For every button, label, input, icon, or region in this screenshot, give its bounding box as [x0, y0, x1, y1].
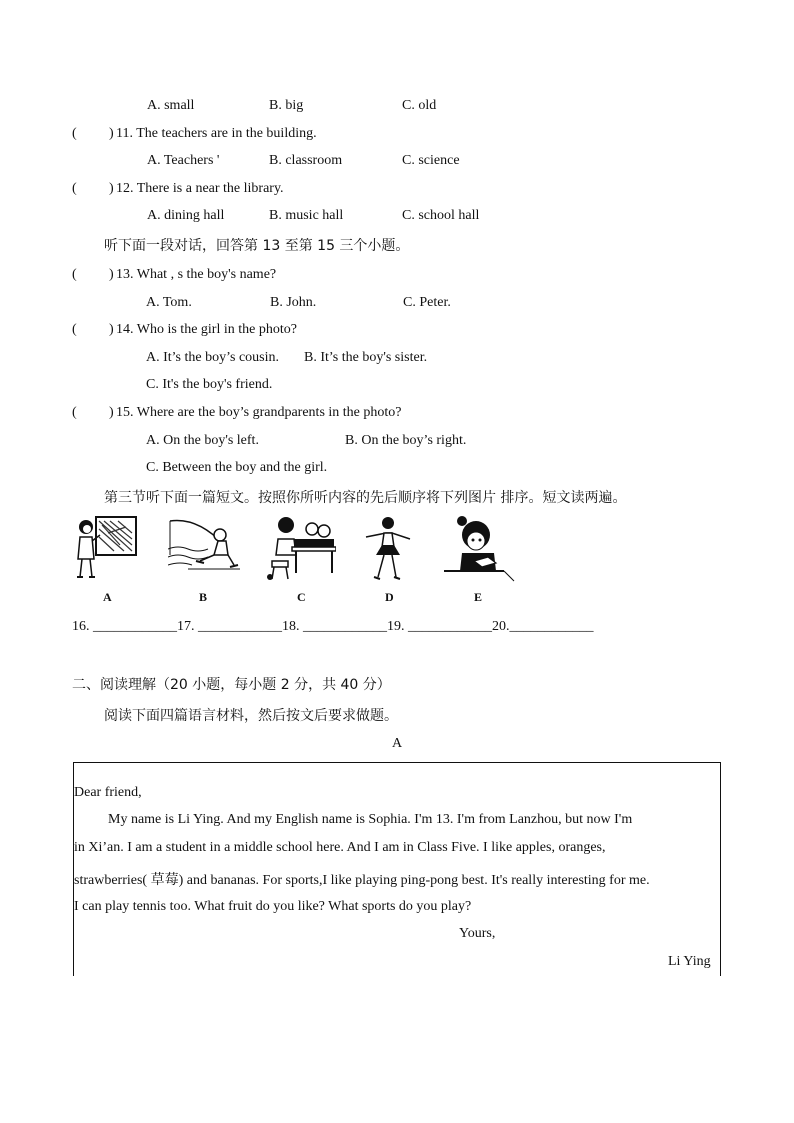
q15-stem: 15. Where are the boy’s grandparents in the photo? — [116, 405, 402, 420]
q13-option-a: A. Tom. — [146, 295, 192, 310]
q11-paren-close: ) — [109, 126, 114, 141]
letter-line-4: I can play tennis too. What fruit do you like? What sports do you play? — [74, 899, 472, 914]
q14-option-c: C. It's the boy's friend. — [146, 377, 273, 392]
q15-option-c: C. Between the boy and the girl. — [146, 460, 328, 475]
part2-instruction: 阅读下面四篇语言材料，然后按文后要求做题。 — [104, 708, 398, 724]
q14-stem: 14. Who is the girl in the photo? — [116, 322, 297, 337]
q13-paren-close: ) — [109, 267, 114, 282]
q13-option-b: B. John. — [270, 295, 317, 310]
picture-a-teacher-board — [74, 515, 140, 585]
q12-option-b: B. music hall — [269, 208, 344, 223]
letter-closing: Yours, — [459, 926, 496, 941]
q11-stem: 11. The teachers are in the building. — [116, 126, 317, 141]
q14-option-a: A. It’s the boy’s cousin. — [146, 350, 279, 365]
q13-paren-open: ( — [72, 267, 77, 282]
picture-e-label: E — [474, 590, 483, 604]
q14-paren-close: ) — [109, 322, 114, 337]
part2-title: 二、阅读理解（20 小题，每小题 2 分，共 40 分） — [72, 677, 391, 693]
picture-d-dancing-girl — [362, 515, 414, 585]
picture-b-fishing — [168, 515, 240, 575]
q10-option-b: B. big — [269, 98, 304, 113]
q11-option-a: A. Teachers ' — [147, 153, 220, 168]
q11-paren-open: ( — [72, 126, 77, 141]
q10-option-c: C. old — [402, 98, 437, 113]
picture-d-label: D — [385, 590, 394, 604]
picture-a-label: A — [103, 590, 112, 604]
answer-blanks-16-20[interactable]: 16. ____________17. ____________18. ____________19. ____________20.____________ — [72, 619, 594, 634]
dialog-instruction: 听下面一段对话，回答第 13 至第 15 三个小题。 — [104, 238, 410, 254]
picture-e-reading-girl — [444, 515, 516, 585]
q12-paren-open: ( — [72, 181, 77, 196]
q14-option-b: B. It’s the boy's sister. — [304, 350, 428, 365]
q15-option-a: A. On the boy's left. — [146, 433, 259, 448]
picture-c-students-desk — [264, 515, 336, 585]
q11-option-c: C. science — [402, 153, 460, 168]
q15-paren-close: ) — [109, 405, 114, 420]
letter-line-3: strawberries( 草莓) and bananas. For sports,I like playing ping-pong best. It's really interesting for me. — [74, 873, 650, 888]
picture-b-label: B — [199, 590, 208, 604]
q12-paren-close: ) — [109, 181, 114, 196]
q14-paren-open: ( — [72, 322, 77, 337]
letter-greeting: Dear friend, — [74, 785, 142, 800]
picture-c-label: C — [297, 590, 306, 604]
q13-stem: 13. What , s the boy's name? — [116, 267, 277, 282]
q11-option-b: B. classroom — [269, 153, 343, 168]
letter-line-1: My name is Li Ying. And my English name is Sophia. I'm 13. I'm from Lanzhou, but now I'm — [108, 812, 633, 827]
q12-stem: 12. There is a near the library. — [116, 181, 284, 196]
letter-signature: Li Ying — [668, 954, 711, 969]
q15-paren-open: ( — [72, 405, 77, 420]
letter-line-2: in Xi’an. I am a student in a middle school here. And I am in Class Five. I like apples, oranges, — [74, 840, 606, 855]
section3-instruction: 第三节听下面一篇短文。按照你所听内容的先后顺序将下列图片 排序。短文读两遍。 — [104, 490, 627, 506]
q15-option-b: B. On the boy’s right. — [345, 433, 467, 448]
q12-option-c: C. school hall — [402, 208, 480, 223]
passage-a-label: A — [392, 736, 403, 751]
q13-option-c: C. Peter. — [403, 295, 451, 310]
q12-option-a: A. dining hall — [147, 208, 225, 223]
q10-option-a: A. small — [147, 98, 195, 113]
